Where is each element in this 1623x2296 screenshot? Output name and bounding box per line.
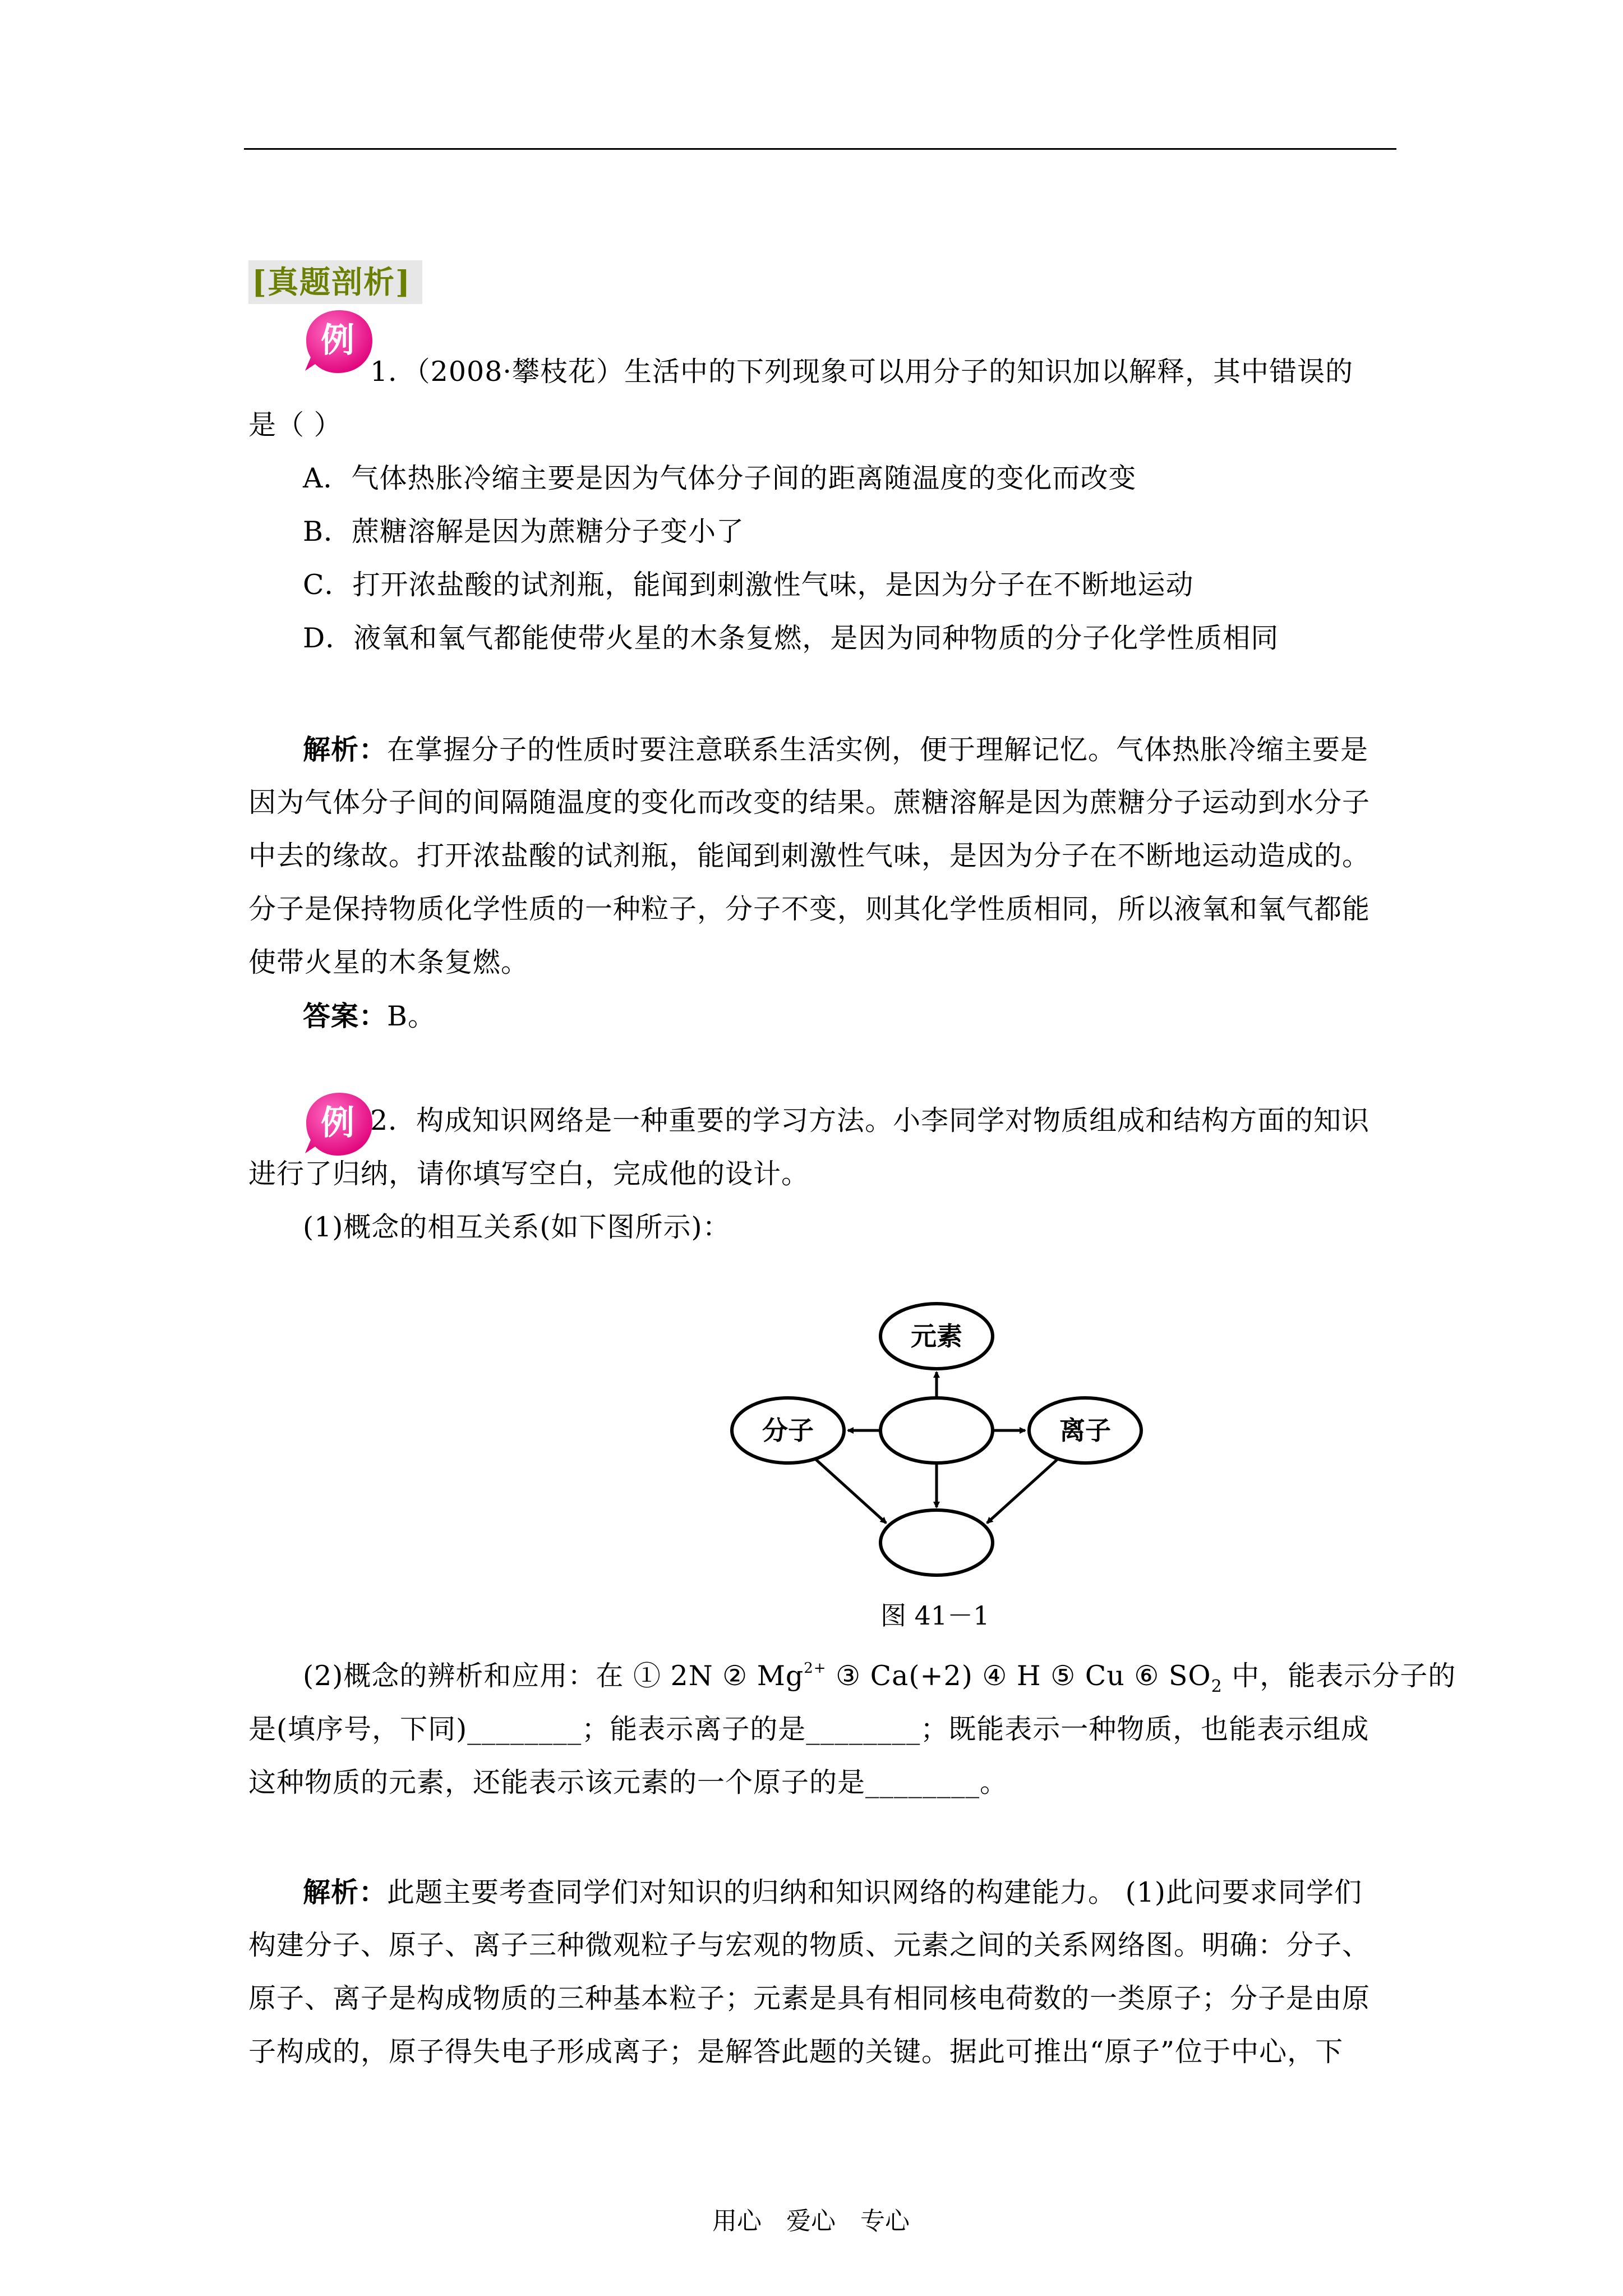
concept-network-diagram — [718, 1285, 1155, 1588]
q1-analysis-line5: 使带火星的木条复燃。 — [248, 946, 529, 978]
q1-stem-line2: 是（ ） — [248, 409, 342, 441]
arrow-molecule-to-bottom — [816, 1460, 886, 1523]
q2-part2-line3: 这种物质的元素，还能表示该元素的一个原子的是________。 — [248, 1766, 1008, 1798]
q1-analysis-line3: 中去的缘故。打开浓盐酸的试剂瓶，能闻到刺激性气味，是因为分子在不断地运动造成的。 — [248, 840, 1371, 872]
q1-answer-label: 答案： — [303, 1000, 388, 1032]
q1-analysis-line2: 因为气体分子间的间隔随温度的变化而改变的结果。蔗糖溶解是因为蔗糖分子运动到水分子 — [248, 786, 1371, 818]
q1-analysis-text: 在掌握分子的性质时要注意联系生活实例，便于理解记忆。气体热胀冷缩主要是 — [387, 734, 1369, 766]
q2-part2-line1 — [303, 1649, 1456, 1703]
q1-option-b: B．蔗糖溶解是因为蔗糖分子变小了 — [303, 516, 745, 547]
example-badge-icon — [303, 306, 376, 379]
q1-stem-line1: 1．（2008·攀枝花）生活中的下列现象可以用分子的知识加以解释，其中错误的 — [370, 356, 1353, 388]
figure-caption: 图 41－1 — [880, 1600, 990, 1631]
q2-analysis-line4: 子构成的，原子得失电子形成离子；是解答此题的关键。据此可推出“原子”位于中心，下 — [248, 2036, 1344, 2068]
q2-part2-mid: ③ Ca(+2) ④ H ⑤ Cu ⑥ SO — [826, 1660, 1211, 1692]
q2-analysis-line1 — [303, 1865, 1396, 1920]
q1-analysis-label: 解析： — [303, 733, 388, 766]
section-title: [真题剖析] — [248, 260, 422, 304]
q2-analysis-line3: 原子、离子是构成物质的三种基本粒子；元素是具有相同核电荷数的一类原子；分子是由原 — [248, 1982, 1371, 2014]
mg-charge: 2+ — [804, 1660, 827, 1677]
q1-option-c: C．打开浓盐酸的试剂瓶，能闻到刺激性气味，是因为分子在不断地运动 — [303, 569, 1194, 601]
node-center-blank — [880, 1398, 993, 1463]
q1-answer — [303, 989, 1396, 1043]
page-footer: 用心 爱心 专心 — [712, 2207, 910, 2235]
so2-subscript: 2 — [1211, 1677, 1223, 1696]
q2-analysis-label: 解析： — [303, 1876, 388, 1908]
node-element-label: 元素 — [911, 1321, 962, 1351]
header-rule — [244, 148, 1396, 150]
arrow-ion-to-bottom — [987, 1460, 1057, 1523]
example-badge-label: 例 — [321, 1103, 354, 1143]
q1-option-a: A．气体热胀冷缩主要是因为气体分子间的距离随温度的变化而改变 — [303, 462, 1137, 494]
q2-part2-prefix: (2)概念的辨析和应用：在 ① 2N ② Mg — [303, 1660, 804, 1692]
node-bottom-blank — [880, 1510, 993, 1575]
example-badge-label: 例 — [321, 321, 354, 360]
node-molecule-label: 分子 — [762, 1415, 814, 1446]
q1-analysis-line1 — [303, 723, 1396, 777]
q2-stem-line1: 2．构成知识网络是一种重要的学习方法。小李同学对物质组成和结构方面的知识 — [370, 1105, 1370, 1137]
q2-part1: (1)概念的相互关系(如下图所示)： — [303, 1211, 731, 1243]
q2-analysis-text: 此题主要考查同学们对知识的归纳和知识网络的构建能力。 (1)此问要求同学们 — [387, 1876, 1363, 1908]
q1-answer-value: B。 — [387, 1000, 436, 1032]
q2-stem-line2: 进行了归纳，请你填写空白，完成他的设计。 — [248, 1158, 810, 1190]
q1-analysis-line4: 分子是保持物质化学性质的一种粒子，分子不变，则其化学性质相同，所以液氧和氧气都能 — [248, 893, 1371, 925]
q2-part2-suffix: 中，能表示分子的 — [1222, 1660, 1456, 1692]
node-ion-label: 离子 — [1059, 1415, 1111, 1446]
q1-option-d: D．液氧和氧气都能使带火星的木条复燃，是因为同种物质的分子化学性质相同 — [303, 622, 1279, 654]
q2-part2-line2: 是(填序号，下同)________；能表示离子的是________；既能表示一种物质，也能表示组成 — [248, 1713, 1370, 1745]
q2-analysis-line2: 构建分子、原子、离子三种微观粒子与宏观的物质、元素之间的关系网络图。明确：分子、 — [248, 1929, 1371, 1961]
